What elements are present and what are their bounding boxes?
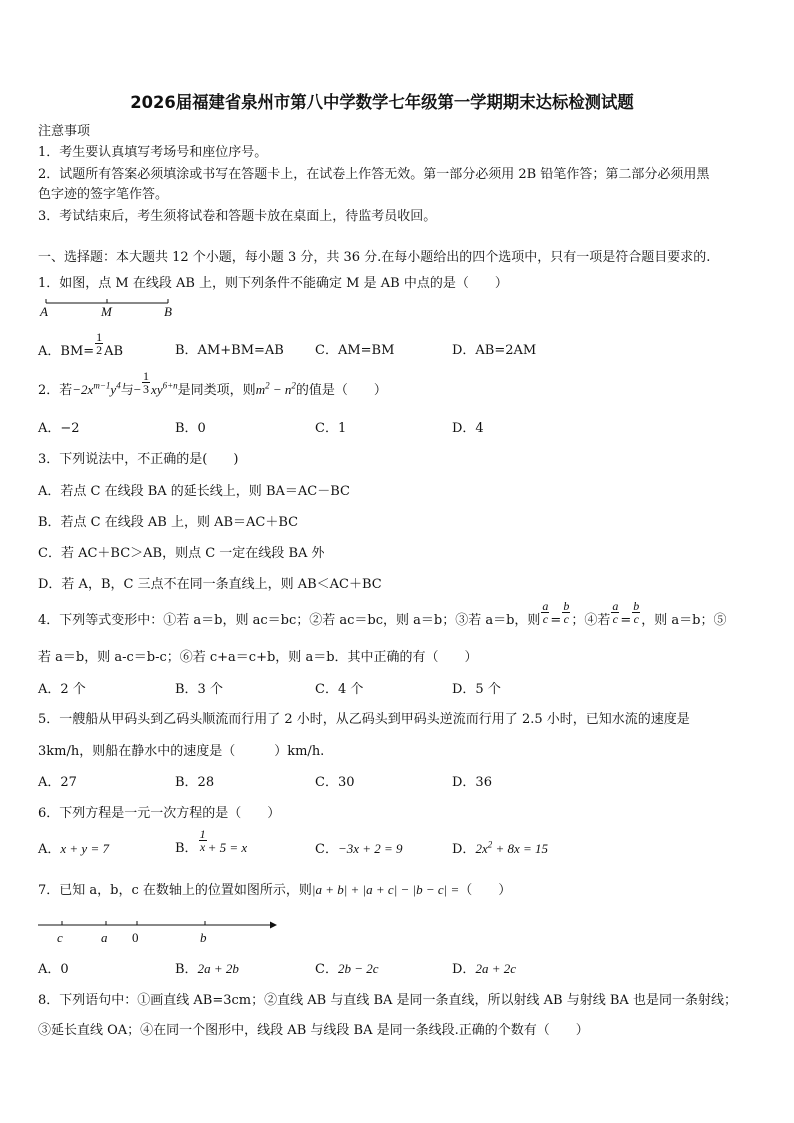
- q1-fig-label-a: A: [40, 304, 48, 319]
- q5-option-b: B．28: [175, 775, 215, 790]
- q6-stem: 6．下列方程是一元一次方程的是（ ）: [38, 806, 281, 821]
- q4-option-c: C．4 个: [315, 682, 364, 697]
- q4-option-b: B．3 个: [175, 682, 223, 697]
- q2-option-a: A．−2: [38, 421, 80, 436]
- q4-stem: 4．下列等式变形中：①若 a＝b，则 ac＝bc；②若 ac＝bc，则 a＝b；③若 a＝b，则 $\frac{a}{c}$ = $\frac{b}{c}$ ；④若 $\frac{a}{c}$ = $\frac{b}{c}$ ，则 a＝b；⑤: [38, 599, 727, 628]
- q3-option-d: D．若 A，B，C 三点不在同一条直线上，则 AB＜AC＋BC: [38, 577, 382, 592]
- q6-option-c: C．−3x + 2 = 9: [315, 841, 403, 857]
- q7-stem: 7．已知 a，b，c 在数轴上的位置如图所示，则|a + b| + |a + c| − |b − c| =（ ）: [38, 882, 512, 898]
- q1-fig-label-m: M: [101, 304, 112, 319]
- q1-option-a: A．BM= $\frac{1}{2}$ AB: [38, 330, 124, 359]
- notice-item-2-cont: 色字迹的签字笔作答。: [38, 187, 169, 202]
- q7-option-d: D．2a + 2c: [452, 961, 516, 977]
- q8-stem: 8．下列语句中：①画直线 AB=3cm；②直线 AB 与直线 BA 是同一条直线，所以射线 AB 与射线 BA 也是同一条射线；: [38, 993, 737, 1008]
- section-heading: 一、选择题：本大题共 12 个小题，每小题 3 分，共 36 分.在每小题给出的四个选项中，只有一项是符合题目要求的.: [38, 250, 711, 265]
- q7-axis-label-c: c: [57, 930, 63, 945]
- q6-option-d: D．$2x^2 + 8x = 15$: [452, 839, 549, 857]
- q1-stem: 1．如图，点 M 在线段 AB 上，则下列条件不能确定 M 是 AB 中点的是（ ）: [38, 276, 508, 291]
- q3-option-b: B．若点 C 在线段 AB 上，则 AB＝AC＋BC: [38, 515, 299, 530]
- q7-axis-label-zero: 0: [132, 930, 139, 945]
- q5-option-a: A．27: [38, 775, 77, 790]
- q7-axis-label-a: a: [101, 930, 108, 945]
- q3-stem: 3．下列说法中，不正确的是( ): [38, 452, 239, 467]
- q8-stem-cont: ③延长直线 OA；④在同一个图形中，线段 AB 与线段 BA 是同一条线段.正确的个数有（ ）: [38, 1023, 589, 1038]
- q2-option-d: D．4: [452, 421, 484, 436]
- notice-item-2: 2．试题所有答案必须填涂或书写在答题卡上，在试卷上作答无效。第一部分必须用 2B 铅笔作答；第二部分必须用黑: [38, 167, 710, 182]
- notice-heading: 注意事项: [38, 124, 91, 139]
- notice-item-1: 1．考生要认真填写考场号和座位序号。: [38, 145, 268, 160]
- q2-option-b: B．0: [175, 421, 206, 436]
- q3-option-a: A．若点 C 在线段 BA 的延长线上，则 BA＝AC－BC: [38, 484, 350, 499]
- q1-fig-label-b: B: [164, 304, 172, 319]
- q6-option-b: B． $\frac{1}{x}$ + 5 = x: [175, 827, 248, 856]
- q7-option-b: B．2a + 2b: [175, 961, 239, 977]
- q2-option-c: C．1: [315, 421, 347, 436]
- q7-option-a: A．0: [38, 962, 69, 977]
- notice-item-3: 3．考试结束后，考生须将试卷和答题卡放在桌面上，待监考员收回。: [38, 209, 437, 224]
- q5-option-c: C．30: [315, 775, 355, 790]
- q7-axis-label-b: b: [200, 930, 207, 945]
- q5-stem-cont: 3km/h，则船在静水中的速度是（ ）km/h.: [38, 744, 325, 759]
- q7-option-c: C．2b − 2c: [315, 961, 379, 977]
- q1-option-b: B．AM+BM=AB: [175, 343, 284, 358]
- q4-option-d: D．5 个: [452, 682, 501, 697]
- q4-option-a: A．2 个: [38, 682, 86, 697]
- q1-option-c: C．AM=BM: [315, 343, 395, 358]
- q2-stem: 2．若$-2x^{m-1}y^4$与− $\frac{1}{3}$ $xy^{6+n}$是同类项，则$m^2 - n^2$的值是（ ）: [38, 369, 387, 398]
- q5-option-d: D．36: [452, 775, 492, 790]
- q4-stem-cont: 若 a＝b，则 a-c＝b-c；⑥若 c+a＝c+b，则 a＝b．其中正确的有（ ）: [38, 650, 478, 665]
- q6-option-a: A．x + y = 7: [38, 841, 109, 857]
- q1-option-d: D．AB=2AM: [452, 343, 537, 358]
- page-title: 2026届福建省泉州市第八中学数学七年级第一学期期末达标检测试题: [130, 93, 634, 113]
- q5-stem: 5．一艘船从甲码头到乙码头顺流而行用了 2 小时，从乙码头到甲码头逆流而行用了 2.5 小时，已知水流的速度是: [38, 712, 690, 727]
- q3-option-c: C．若 AC＋BC＞AB，则点 C 一定在线段 BA 外: [38, 546, 325, 561]
- q7-number-line: [38, 918, 278, 932]
